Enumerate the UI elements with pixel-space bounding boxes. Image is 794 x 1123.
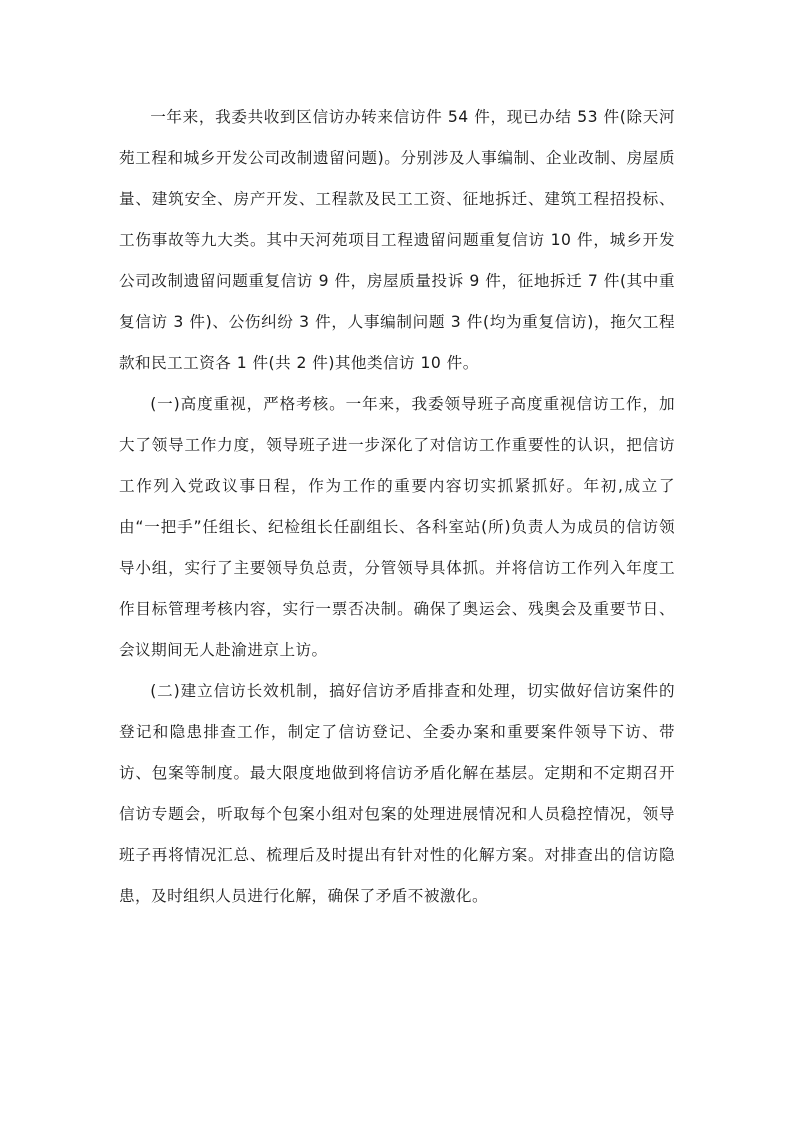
paragraph-summary: 一年来，我委共收到区信访办转来信访件 54 件，现已办结 53 件(除天河苑工程和城乡开发公司改制遗留问题)。分别涉及人事编制、企业改制、房屋质量、建筑安全、房产开发、工程款及民工工资、征地拆迁、建筑工程招投标、工伤事故等九大类。其中天河苑项目工程遗留问题重复信访 10 件，城乡开发公司改制遗留问题重复信访 9 件，房屋质量投诉 9 件，征地拆迁 7 件(其中重复信访 3 件)、公伤纠纷 3 件，人事编制问题 3 件(均为重复信访)，拖欠工程款和民工工资各 1 件(共 2 件)其他类信访 10 件。 [119,108,675,372]
paragraph-section-one: (一)高度重视，严格考核。一年来，我委领导班子高度重视信访工作，加大了领导工作力度，领导班子进一步深化了对信访工作重要性的认识，把信访工作列入党政议事日程，作为工作的重要内容切实抓紧抓好。年初,成立了由“一把手”任组长、纪检组长任副组长、各科室站(所)负责人为成员的信访领导小组，实行了主要领导负总责，分管领导具体抓。并将信访工作列入年度工作目标管理考核内容，实行一票否决制。确保了奥运会、残奥会及重要节日、会议期间无人赴渝进京上访。 [119,395,675,659]
document-body [119,97,675,917]
paragraph-section-two: (二)建立信访长效机制，搞好信访矛盾排查和处理，切实做好信访案件的登记和隐患排查工作，制定了信访登记、全委办案和重要案件领导下访、带访、包案等制度。最大限度地做到将信访矛盾化解在基层。定期和不定期召开信访专题会，听取每个包案小组对包案的处理进展情况和人员稳控情况，领导班子再将情况汇总、梳理后及时提出有针对性的化解方案。对排查出的信访隐患，及时组织人员进行化解，确保了矛盾不被激化。 [119,682,675,905]
